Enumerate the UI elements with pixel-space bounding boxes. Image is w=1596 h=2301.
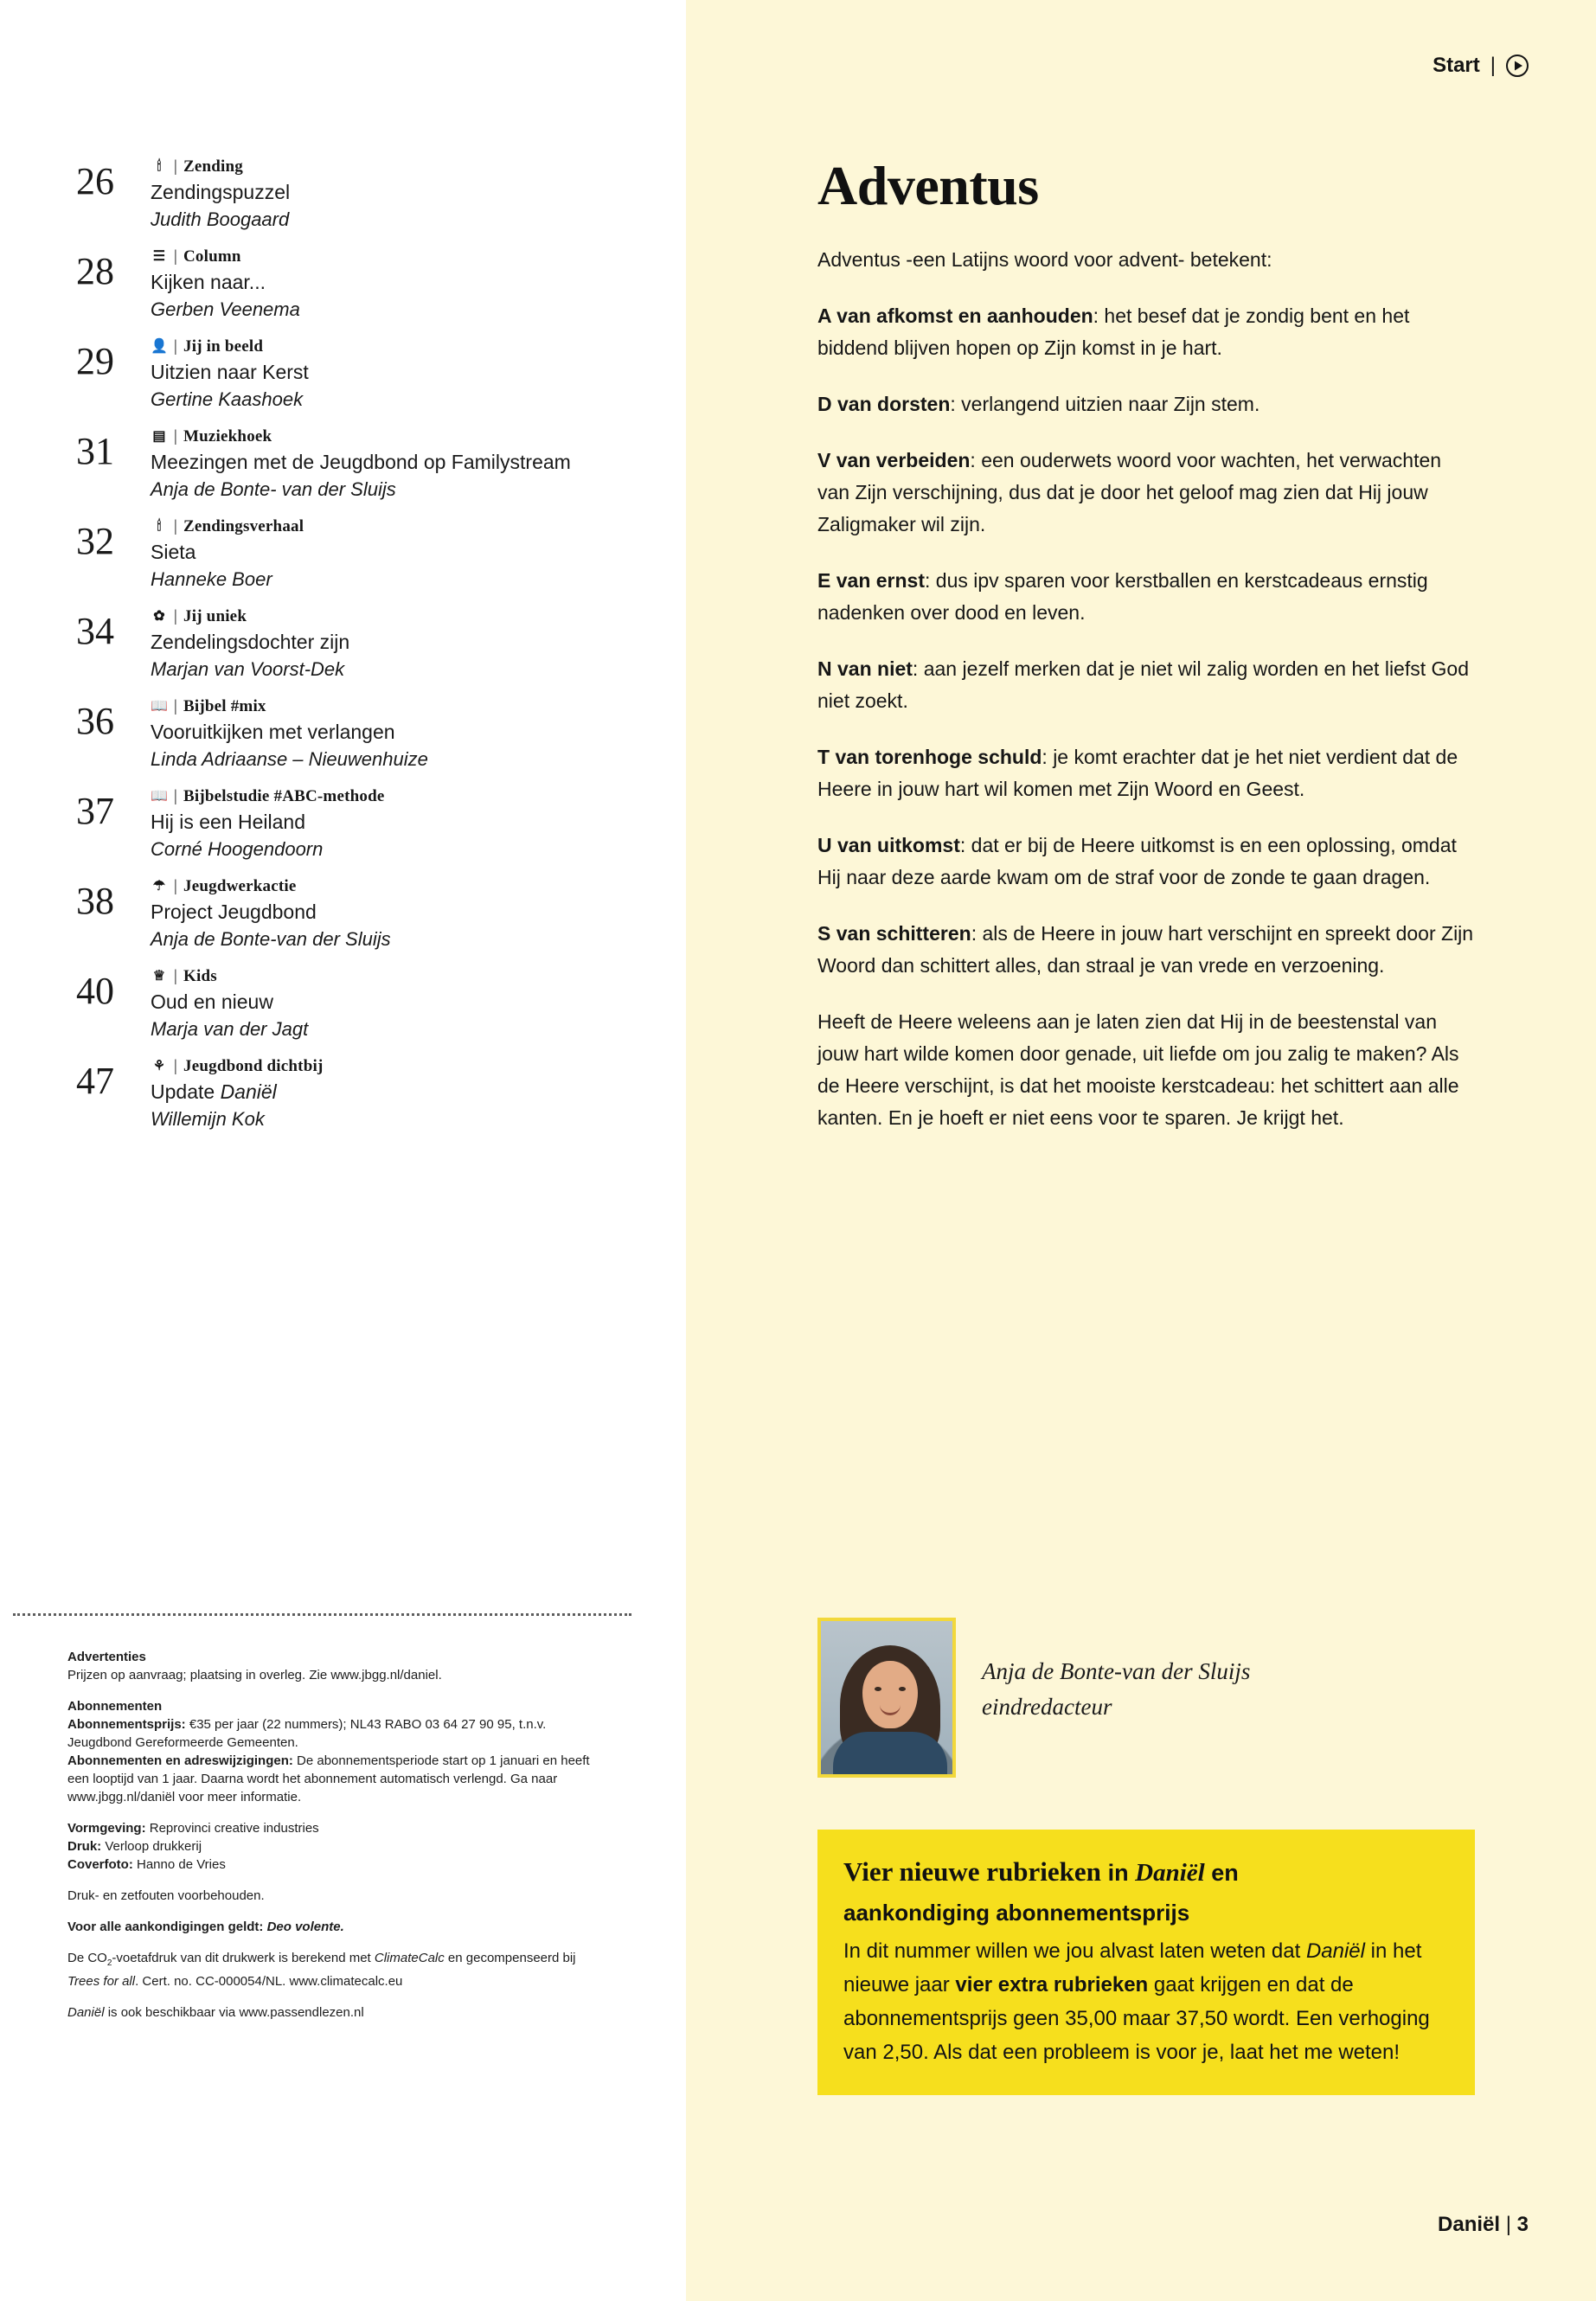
toc-page-number: 28 (76, 250, 114, 292)
toc-category (151, 337, 630, 356)
passendlezen-italic: Daniël (67, 2005, 105, 2020)
page-number: 3 (1516, 2213, 1529, 2236)
toc-cat-divider: | (174, 697, 178, 715)
toc-cat-divider: | (174, 787, 178, 805)
article-paragraph (817, 565, 1475, 629)
toc-category-label: Zending (183, 157, 244, 176)
toc-category-label: Jeugdwerkactie (183, 877, 297, 895)
toc-cat-divider: | (174, 877, 178, 895)
paragraph-lead: A van afkomst en aanhouden (817, 304, 1093, 327)
toc-title: Uitzien naar Kerst (151, 361, 309, 383)
callout-title-italic: Daniël (1135, 1859, 1205, 1887)
toc-entry[interactable] (76, 156, 630, 232)
toc-title: Oud en nieuw (151, 990, 273, 1013)
article-title: Adventus (817, 155, 1039, 216)
toc-author: Anja de Bonte- van der Sluijs (151, 478, 396, 500)
toc-cat-divider: | (174, 1057, 178, 1075)
toc-entry[interactable] (76, 695, 630, 772)
callout-title (843, 1852, 1449, 1893)
co2-subscript: 2 (106, 1958, 112, 1968)
coverfoto-label: Coverfoto: (67, 1857, 133, 1872)
author-signature (982, 1618, 1250, 1725)
climatecalc-italic: ClimateCalc (374, 1951, 445, 1965)
toc-title: Vooruitkijken met verlangen (151, 721, 395, 743)
toc-cat-divider: | (174, 247, 178, 266)
page-footer (1438, 2213, 1529, 2237)
coverfoto-body: Hanno de Vries (132, 1857, 226, 1872)
toc-category-label: Muziekhoek (183, 427, 272, 445)
magazine-name: Daniël (1438, 2213, 1501, 2236)
toc-entry[interactable] (76, 336, 630, 412)
toc-entry[interactable] (76, 426, 630, 502)
article-paragraph (817, 445, 1475, 541)
toc-page-number: 34 (76, 610, 114, 652)
toc-category (151, 697, 630, 716)
co2-part3: en gecompenseerd bij (444, 1951, 576, 1965)
vormgeving-label: Vormgeving: (67, 1821, 146, 1836)
advertenties-heading: Advertenties (67, 1650, 146, 1664)
toc-entry[interactable] (76, 785, 630, 862)
toc-category-label: Bijbelstudie #ABC-methode (183, 787, 385, 805)
paragraph-lead: E van ernst (817, 569, 925, 592)
music-icon: ▤ (152, 429, 166, 444)
toc-page-number: 32 (76, 520, 114, 562)
play-circle-icon[interactable] (1506, 54, 1529, 77)
paragraph-lead: S van schitteren (817, 922, 971, 945)
paragraph-text: : je komt erachter dat je het niet verdient dat de Heere in jouw hart wil komen met Zijn Woord en Geest. (817, 746, 1458, 800)
callout-body-italic: Daniël (1305, 1939, 1365, 1963)
toc-entry[interactable] (76, 606, 630, 682)
toc-title: Hij is een Heiland (151, 811, 305, 833)
paragraph-lead: V van verbeiden (817, 449, 971, 471)
toc-category (151, 157, 630, 176)
nearby-icon: ⚘ (152, 1059, 166, 1074)
advertenties-body: Prijzen op aanvraag; plaatsing in overleg. Zie www.jbgg.nl/daniel. (67, 1668, 442, 1682)
author-name: Anja de Bonte-van der Sluijs (982, 1658, 1251, 1684)
article-paragraph (817, 388, 1475, 420)
author-role: eindredacteur (982, 1694, 1112, 1720)
aankondigingen-italic: Deo volente. (263, 1920, 344, 1934)
toc-category (151, 607, 630, 626)
toc-author: Marjan van Voorst-Dek (151, 658, 345, 680)
article-intro: Adventus -een Latijns woord voor advent- betekent: (817, 248, 1272, 271)
toc-author: Gertine Kaashoek (151, 388, 304, 410)
adreswijzigingen-body: De abonnementsperiode start op 1 januari en heeft een looptijd van 1 jaar. Daarna wordt het abonnement automatisch verlengd. Ga naar www.jbgg.nl/daniël voor meer informatie. (67, 1753, 590, 1804)
callout-body-bold: vier extra rubrieken (955, 1973, 1149, 1997)
article-paragraph (817, 918, 1475, 982)
co2-part1: De CO (67, 1951, 107, 1965)
paragraph-text: : aan jezelf merken dat je niet wil zalig worden en het liefst God niet zoekt. (817, 657, 1469, 712)
toc-page-number: 47 (76, 1060, 114, 1102)
toc-cat-divider: | (174, 157, 178, 176)
toc-author: Judith Boogaard (151, 208, 290, 230)
toc-category (151, 517, 630, 536)
start-label: Start (1433, 54, 1480, 77)
toc-author: Linda Adriaanse – Nieuwenhuize (151, 748, 428, 770)
paragraph-lead: U van uitkomst (817, 834, 960, 856)
avatar (817, 1618, 956, 1778)
callout-body-3: gaat krijgen en dat de abonnementsprijs geen 35,00 maar 37,50 wordt. Een verhoging van 2,50. Als dat een probleem is voor je, laat het me weten! (843, 1973, 1430, 2064)
toc-category-label: Jij in beeld (183, 337, 264, 356)
toc-page-number: 29 (76, 340, 114, 382)
callout-title-main: Vier nieuwe rubrieken (843, 1856, 1108, 1887)
toc-cat-divider: | (174, 337, 178, 356)
column-icon: ☰ (152, 249, 166, 264)
toc-entry[interactable] (76, 516, 630, 592)
toc-title-italic: Daniël (220, 1080, 277, 1103)
toc-author: Marja van der Jagt (151, 1018, 309, 1040)
article-closing: Heeft de Heere weleens aan je laten zien dat Hij in de beestenstal van jouw hart wilde komen door genade, uit liefde om jou zalig te maken? Als de Heere verschijnt, is dat het mooiste kerstcadeau: het schittert aan alle kanten. En je hoeft er niet eens voor te sparen. Je krijgt het. (817, 1010, 1459, 1129)
co2-part2: -voetafdruk van dit drukwerk is berekend met (112, 1951, 375, 1965)
abonnementsprijs-label: Abonnementsprijs: (67, 1717, 186, 1732)
paragraph-text: : dus ipv sparen voor kerstballen en kerstcadeaus ernstig nadenken over dood en leven. (817, 569, 1428, 624)
toc-author: Corné Hoogendoorn (151, 838, 324, 860)
book-icon: 📖 (150, 699, 169, 714)
toc-title-plain: Update (151, 1080, 221, 1103)
paragraph-lead: T van torenhoge schuld (817, 746, 1042, 768)
toc-entry[interactable] (76, 875, 630, 952)
toc-page-number: 26 (76, 160, 114, 202)
toc-category (151, 1057, 630, 1076)
article (817, 156, 1475, 1158)
colophon-passendlezen (67, 2003, 604, 2022)
callout-subtitle: aankondiging abonnementsprijs (843, 1900, 1190, 1926)
toc-cat-divider: | (174, 967, 178, 985)
toc-title: Zendingspuzzel (151, 181, 291, 203)
toc-author: Hanneke Boer (151, 568, 272, 590)
callout-body-2: in het nieuwe jaar (843, 1939, 1422, 1997)
toc-category-label: Kids (183, 967, 217, 985)
adreswijzigingen-label: Abonnementen en adreswijzigingen: (67, 1753, 293, 1768)
toc-category-label: Bijbel #mix (183, 697, 266, 715)
colophon-advertenties (67, 1648, 604, 1684)
toc-page-number: 37 (76, 790, 114, 832)
article-paragraph (817, 300, 1475, 364)
toc-title: Project Jeugdbond (151, 901, 317, 923)
toc-title: Sieta (151, 541, 196, 563)
toc-page-number: 36 (76, 700, 114, 742)
colophon-co2 (67, 1949, 604, 1990)
author-block (817, 1618, 1475, 1778)
toc-cat-divider: | (174, 607, 178, 625)
person-icon: 👤 (150, 339, 169, 354)
toc-page-number: 38 (76, 880, 114, 922)
abonnementen-heading: Abonnementen (67, 1699, 163, 1714)
toc-author: Willemijn Kok (151, 1108, 265, 1130)
paragraph-text: : verlangend uitzien naar Zijn stem. (950, 393, 1260, 415)
toc-title: Zendelingsdochter zijn (151, 631, 350, 653)
table-of-contents (76, 156, 630, 1145)
mission-story-icon: 🕯 (157, 519, 162, 534)
toc-entry[interactable] (76, 965, 630, 1042)
flower-icon: ✿ (153, 609, 165, 624)
toc-entry[interactable] (76, 1055, 630, 1131)
co2-part4: . Cert. no. CC-000054/NL. www.climatecalc.eu (135, 1974, 403, 1989)
abonnementsprijs-body: €35 per jaar (22 nummers); NL43 RABO 03 64 27 90 95, t.n.v. Jeugdbond Gereformeerde Gemeenten. (67, 1717, 547, 1750)
toc-category-label: Jij uniek (183, 607, 247, 625)
start-header (1433, 54, 1529, 78)
toc-category (151, 787, 630, 806)
callout-box (817, 1830, 1475, 2095)
article-paragraph (817, 830, 1475, 894)
article-paragraph (817, 653, 1475, 717)
toc-category (151, 427, 630, 446)
druk-label: Druk: (67, 1839, 102, 1854)
callout-title-light: in (1107, 1860, 1136, 1886)
toc-entry[interactable] (76, 246, 630, 322)
paragraph-text: : als de Heere in jouw hart verschijnt en spreekt door Zijn Woord dan schittert alles, dan straal je van vrede en verzoening. (817, 922, 1474, 977)
toc-author: Anja de Bonte-van der Sluijs (151, 928, 391, 950)
toc-category-label: Column (183, 247, 241, 266)
toc-title (151, 1079, 630, 1105)
toc-title: Kijken naar... (151, 271, 266, 293)
paragraph-lead: D van dorsten (817, 393, 951, 415)
youth-action-icon: ☂ (152, 879, 166, 894)
paragraph-lead: N van niet (817, 657, 913, 680)
colophon-credits (67, 1819, 604, 1874)
callout-body (843, 1934, 1449, 2069)
section-divider (13, 1613, 631, 1616)
callout-title-end: en (1204, 1860, 1239, 1886)
toc-cat-divider: | (174, 427, 178, 445)
toc-page-number: 31 (76, 430, 114, 472)
footer-separator: | (1505, 2213, 1511, 2236)
callout-body-1: In dit nummer willen we jou alvast laten weten dat (843, 1939, 1306, 1963)
toc-category-label: Jeugdbond dichtbij (183, 1057, 324, 1075)
toc-cat-divider: | (174, 517, 178, 535)
kids-icon: ♕ (152, 969, 166, 984)
toc-category (151, 247, 630, 266)
colophon-abonnementen (67, 1697, 604, 1806)
paragraph-text: : een ouderwets woord voor wachten, het verwachten van Zijn verschijning, dus dat je door het geloof mag zien dat Hij jouw Zaligmaker wil zijn. (817, 449, 1442, 535)
toc-page-number: 40 (76, 970, 114, 1012)
treesforall-italic: Trees for all (67, 1974, 136, 1989)
toc-category (151, 967, 630, 986)
paragraph-text: : het besef dat je zondig bent en het biddend blijven hopen op Zijn komst in je hart. (817, 304, 1410, 359)
book-study-icon: 📖 (150, 789, 169, 804)
paragraph-text: : dat er bij de Heere uitkomst is en een oplossing, omdat Hij naar deze aarde kwam om de straf voor de zonde te gaan dragen. (817, 834, 1457, 888)
aankondigingen-label: Voor alle aankondigingen geldt: (67, 1920, 264, 1934)
vormgeving-body: Reprovinci creative industries (145, 1821, 319, 1836)
toc-title: Meezingen met de Jeugdbond op Familystream (151, 451, 571, 473)
colophon-aankondigingen (67, 1918, 604, 1936)
druk-body: Verloop drukkerij (101, 1839, 202, 1854)
colophon (67, 1648, 604, 2035)
mission-icon: 🕯 (157, 159, 162, 174)
header-divider: | (1490, 54, 1496, 77)
colophon-voorbehoud: Druk- en zetfouten voorbehouden. (67, 1888, 265, 1903)
toc-author: Gerben Veenema (151, 298, 300, 320)
article-paragraph (817, 741, 1475, 805)
passendlezen-body: is ook beschikbaar via www.passendlezen.nl (104, 2005, 364, 2020)
toc-category (151, 877, 630, 896)
toc-category-label: Zendingsverhaal (183, 517, 304, 535)
